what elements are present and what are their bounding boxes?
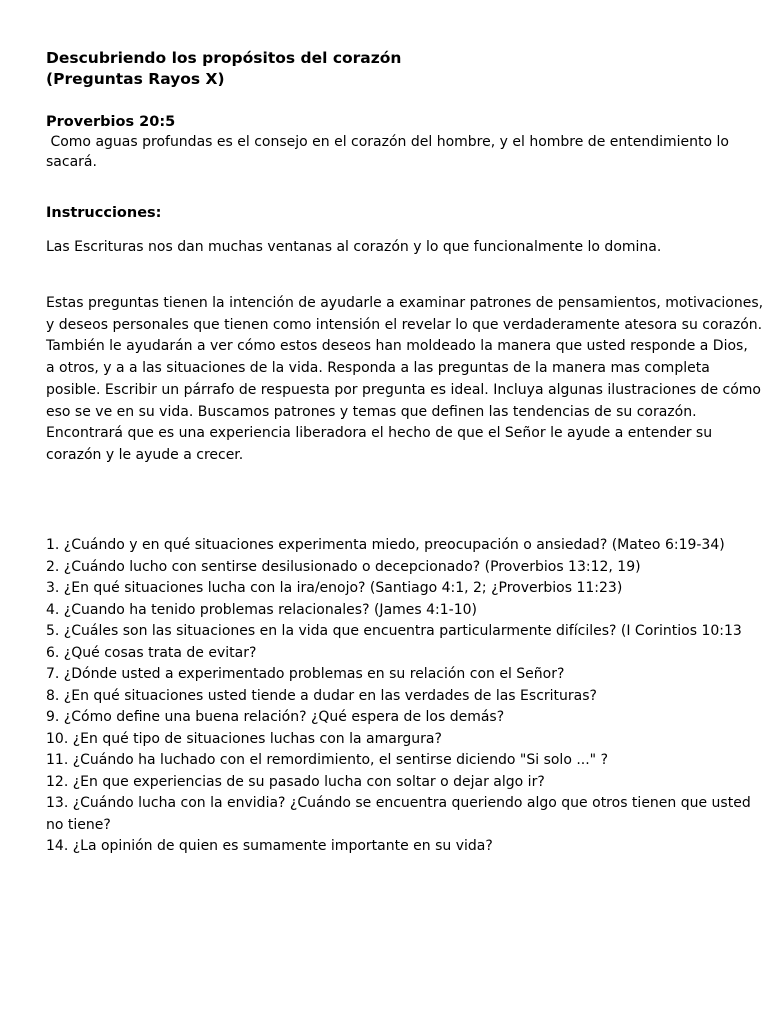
question-item: 7. ¿Dónde usted a experimentado problemas en su relación con el Señor? [46,666,565,682]
question-item: 4. ¿Cuando ha tenido problemas relacionales? (James 4:1-10) [46,601,477,618]
question-item: 10. ¿En qué tipo de situaciones luchas con la amargura? [46,730,442,747]
verse-text: Como aguas profundas es el consejo en el corazón del hombre, y el hombre de entendimiento lo sacará. [46,134,729,170]
question-item: 1. ¿Cuándo y en qué situaciones experimenta miedo, preocupación o ansiedad? (Mateo 6:19-34) [46,537,725,553]
question-item: 12. ¿En que experiencias de su pasado lucha con soltar o dejar algo ir? [46,773,545,790]
paragraph-line: posible. Escribir un párrafo de respuesta por pregunta es ideal. Incluya algunas ilustraciones de cómo [46,381,761,398]
question-item: 11. ¿Cuándo ha luchado con el remordimiento, el sentirse diciendo "Si solo ..." ? [46,752,609,768]
question-item: 8. ¿En qué situaciones usted tiende a dudar en las verdades de las Escrituras? [46,687,597,704]
questions-list [46,535,751,858]
paragraph-line: eso se ve en su vida. Buscamos patrones y temas que definen las tendencias de su corazón. [46,403,697,420]
question-item: 6. ¿Qué cosas trata de evitar? [46,644,257,661]
paragraph-line: Encontrará que es una experiencia liberadora el hecho de que el Señor le ayude a entender su [46,425,713,442]
question-item: 9. ¿Cómo define una buena relación? ¿Qué espera de los demás? [46,709,505,725]
question-item: 14. ¿La opinión de quien es sumamente importante en su vida? [46,838,493,854]
question-item: 2. ¿Cuándo lucho con sentirse desilusionado o decepcionado? (Proverbios 13:12, 19) [46,558,641,575]
question-item-continuation: no tiene? [46,816,111,833]
paragraph-line: corazón y le ayude a crecer. [46,446,244,463]
paragraph-line: También le ayudarán a ver cómo estos deseos han moldeado la manera que usted responde a Dios, [46,338,748,355]
intro-sentence: Las Escrituras nos dan muchas ventanas al corazón y lo que funcionalmente lo domina. [46,239,662,255]
question-item: 13. ¿Cuándo lucha con la envidia? ¿Cuándo se encuentra queriendo algo que otros tienen que usted [46,795,751,811]
title-subtitle-line: (Preguntas Rayos X) [46,70,225,88]
question-item: 5. ¿Cuáles son las situaciones en la vida que encuentra particularmente difíciles? (I Corintios 10:13 [46,623,742,639]
paragraph-line: y deseos personales que tienen como intensión el revelar lo que verdaderamente atesora su corazón. [46,316,763,333]
paragraph-line: a otros, y a a las situaciones de la vida. Responda a las preguntas de la manera mas completa [46,360,710,377]
document-title [46,48,736,90]
title-line: Descubriendo los propósitos del corazón [46,49,402,67]
instructions-paragraph [46,293,764,467]
instructions-heading: Instrucciones: [46,205,162,221]
verse-reference: Proverbios 20:5 [46,114,176,130]
question-item: 3. ¿En qué situaciones lucha con la ira/enojo? (Santiago 4:1, 2; ¿Proverbios 11:23) [46,580,623,596]
paragraph-line: Estas preguntas tienen la intención de ayudarle a examinar patrones de pensamientos, motivaciones, [46,295,764,311]
